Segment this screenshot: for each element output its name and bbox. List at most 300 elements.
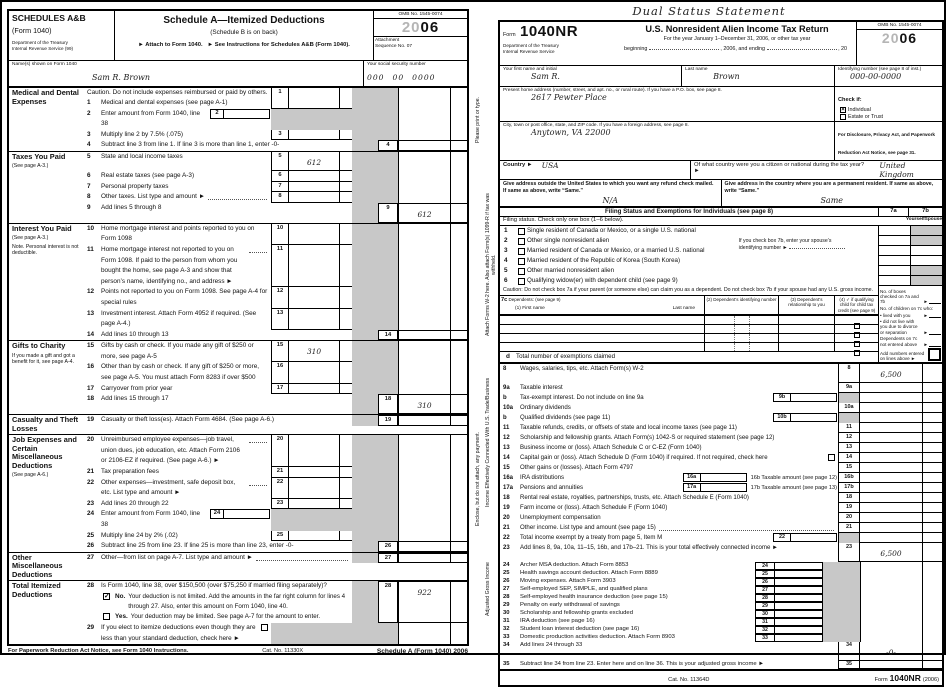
nr-line-main (503, 443, 837, 453)
sa-line-desc (85, 330, 352, 341)
sa-right-amount-area (398, 224, 450, 245)
sa-cents-field-9[interactable] (450, 203, 467, 223)
nr-amount-field-10a[interactable] (860, 403, 922, 413)
estate-trust-checkbox[interactable] (840, 114, 846, 120)
dependent-id-cell[interactable] (704, 316, 778, 324)
identifying-number-field[interactable] (834, 66, 942, 86)
sa-total-amount-field-14[interactable] (398, 330, 450, 341)
nr-fs-checkbox-5[interactable] (518, 268, 525, 275)
sa-line-text: Enter amount from Form 1040, line 38 (101, 510, 201, 529)
sa-line-main (87, 394, 351, 405)
sa-amount-field-17[interactable] (289, 384, 339, 395)
nr-amount-field-24[interactable] (775, 562, 823, 570)
nr-amount-field-19[interactable] (860, 503, 922, 513)
sa-cents-field-20[interactable] (339, 435, 352, 467)
sa-section-rows (85, 152, 467, 223)
entry-line[interactable] (929, 331, 941, 335)
sa-amount-field-11[interactable] (289, 245, 339, 287)
sa-section-label (9, 415, 85, 434)
sa-section (9, 434, 467, 552)
sa-line-text: If you elect to itemize deductions even though they are less than your standard deduction, check here ► (101, 623, 256, 642)
sa-line-number: 27 (87, 553, 95, 561)
nr-box-number-15: 15 (838, 463, 860, 473)
nr-inline-amount-field[interactable] (791, 533, 837, 542)
dependent-qualifying-cell (834, 325, 878, 333)
nr-cents-field-17b[interactable] (922, 483, 942, 493)
dependent-id-cell[interactable] (704, 343, 778, 351)
nr-cents-field-23[interactable] (922, 543, 942, 562)
nr-amount-field-35[interactable] (860, 661, 922, 669)
nr-cents-field-12[interactable] (922, 433, 942, 443)
nr-cents-field-16b[interactable] (922, 473, 942, 483)
country-label: Country ► (503, 162, 533, 168)
sa-total-amount-field-18[interactable] (398, 394, 450, 414)
nr-amount-field-17b[interactable] (860, 483, 922, 493)
sa-line-text: Unreimbursed employee expenses—job travel, union dues, job education, etc. Attach Form 2106 or 2106-EZ if required. (See page A-6.) ► (101, 436, 240, 465)
nr-cents-field-19[interactable] (922, 503, 942, 513)
sa-cents-field-27[interactable] (450, 553, 467, 564)
sa-box-number-13: 13 (271, 309, 289, 330)
sa-total-amount-field-28[interactable] (398, 581, 450, 623)
dependent-row-3 (500, 333, 878, 342)
nr-inline-amount-field[interactable] (701, 473, 747, 482)
sa-cents-field-26[interactable] (450, 541, 467, 552)
sa-section-rows (85, 88, 467, 151)
sa-line-2 (85, 109, 467, 130)
nr-cents-field-11[interactable] (922, 423, 942, 433)
sa-cents-field-4[interactable] (450, 140, 467, 151)
entry-line[interactable] (929, 314, 941, 318)
nr-line-desc (500, 586, 755, 594)
sa-cents-field-16[interactable] (339, 362, 352, 383)
nr-amount-field-25[interactable] (775, 570, 823, 578)
nr-amount-field-33[interactable] (775, 634, 823, 642)
sa-cents-field-12[interactable] (339, 287, 352, 308)
strip-row-5 (879, 266, 942, 276)
nr-amount-field-18[interactable] (860, 493, 922, 503)
nr-line-number: 16a (503, 475, 514, 482)
sa-right-cents-area (450, 362, 467, 383)
nr-amount-field-31[interactable] (775, 618, 823, 626)
nr-cents-field-15[interactable] (922, 463, 942, 473)
sa-section-label (9, 581, 85, 644)
estate-trust-option (838, 114, 939, 120)
sa-shaded-area (352, 581, 378, 623)
sa-section (9, 151, 467, 223)
dependent-relationship-cell[interactable] (778, 343, 834, 351)
sa-box-number-9: 9 (378, 203, 398, 223)
sa-total-amount-field-4[interactable] (398, 140, 450, 151)
nr-cents-field-9a[interactable] (922, 383, 942, 393)
sa-cents-field-13[interactable] (339, 309, 352, 330)
nr-line-desc (500, 463, 838, 473)
sa-line-number: 17 (87, 384, 95, 392)
nr-fs-checkbox-2[interactable] (518, 238, 525, 245)
home-address-label: Present home address (number, street, and apt. no., or rural route). If you have a P.O. box, see page 8. (503, 88, 722, 93)
sa-line-desc (85, 309, 271, 330)
nr-amount-field-26[interactable] (775, 578, 823, 586)
sa-elect-checkbox[interactable] (261, 624, 268, 631)
beginning-date-field[interactable] (649, 49, 719, 50)
nr-line-desc (500, 513, 838, 523)
dependent-id-cell[interactable] (704, 334, 778, 342)
sa-line-21 (85, 467, 467, 478)
name-row (9, 61, 467, 88)
sa-amount-field-21[interactable] (289, 467, 339, 478)
spouse-id-entry-field[interactable] (789, 248, 845, 249)
nr-line-main (503, 383, 837, 393)
nr-inline-box-number: 10b (773, 413, 791, 422)
yourself-cell-6[interactable] (879, 276, 910, 286)
yourself-cell-2[interactable] (879, 236, 910, 246)
sa-line-number: 28 (87, 582, 95, 590)
nr-line-15 (500, 463, 942, 473)
nr-line-text: Wages, salaries, tips, etc. Attach Form(s) W-2 (520, 365, 644, 373)
sa-cents-field-1[interactable] (339, 88, 352, 109)
nr-amount-field-27[interactable] (775, 586, 823, 594)
nr-fs-checkbox-1[interactable] (518, 228, 525, 235)
sa-cents-field-6[interactable] (339, 171, 352, 182)
nr-amount-field-16b[interactable] (860, 473, 922, 483)
nr-right-cents-area (922, 594, 942, 602)
schedule-a-form (7, 9, 469, 646)
sa-amount-field-15[interactable] (289, 341, 339, 362)
nr-box-number-27: 27 (755, 586, 775, 594)
sa-section-rows (85, 553, 467, 581)
nr-cents-field-10a[interactable] (922, 403, 942, 413)
sa-dotted-entry-line[interactable] (256, 553, 348, 561)
nr-amount-field-34[interactable] (860, 642, 922, 661)
nr-amount-field-30[interactable] (775, 610, 823, 618)
exemption-note-2 (880, 306, 941, 311)
ending-label: , 2006, and ending (720, 46, 766, 52)
nr-box-number-31: 31 (755, 618, 775, 626)
sa-cents-field-10[interactable] (339, 224, 352, 245)
nr-line-text: Self-employed SEP, SIMPLE, and qualified plans (520, 586, 648, 593)
dependent-relationship-cell[interactable] (778, 325, 834, 333)
nr-cents-field-34[interactable] (922, 642, 942, 661)
sa-option-checkbox-no[interactable]: ✓ (104, 592, 110, 600)
sa-amount-field-10[interactable] (289, 224, 339, 245)
nr-inline-amount-field[interactable] (791, 413, 837, 422)
nr-line-main (503, 570, 754, 578)
city-value: Anytown, VA 22000 (531, 128, 611, 137)
nr-cents-field-13[interactable] (922, 443, 942, 453)
nr-box-number-35: 35 (838, 661, 860, 669)
sa-line-18 (85, 394, 467, 414)
nr-box-number-20: 20 (838, 513, 860, 523)
nr-amount-field-20[interactable] (860, 513, 922, 523)
nr-inline-amount-field[interactable] (791, 393, 837, 402)
sa-shaded-area (352, 478, 398, 499)
nr-amount-value-23: 6,500 (880, 549, 902, 559)
nr-fs-checkbox-4[interactable] (518, 258, 525, 265)
nr-amount-field-13[interactable] (860, 443, 922, 453)
sa-box-number-7: 7 (271, 182, 289, 193)
nr-line-main (503, 493, 837, 503)
name-field[interactable] (9, 61, 363, 86)
nr-shaded-area (823, 634, 860, 642)
sa-cents-field-14[interactable] (450, 330, 467, 341)
sa-right-cents-area (450, 384, 467, 395)
nr-amount-field-11[interactable] (860, 423, 922, 433)
nr-form-title: U.S. Nonresident Alien Income Tax Return (645, 24, 829, 34)
nr-amount-field-14[interactable] (860, 453, 922, 463)
sa-section (9, 580, 467, 644)
nr-form-word: Form (874, 677, 888, 684)
sa-cents-field-5[interactable] (339, 152, 352, 171)
sa-right-amount-area (398, 467, 450, 478)
country-field[interactable] (500, 161, 690, 179)
total-exemptions-box[interactable] (928, 348, 941, 361)
sa-right-amount-area (398, 287, 450, 308)
sa-box-number-17: 17 (271, 384, 289, 395)
nr-line-text: Tax-exempt interest. Do not include on line 9a (520, 394, 644, 402)
sa-cents-field-3[interactable] (339, 130, 352, 141)
nr-box-number-13: 13 (838, 443, 860, 453)
form-number: 1040NR (520, 23, 579, 40)
sa-shaded-area (352, 192, 398, 203)
sa-line-number: 18 (87, 395, 95, 403)
sa-dotted-entry-line[interactable] (249, 435, 267, 443)
sa-line-number: 16 (87, 363, 95, 371)
last-name-value: Brown (713, 72, 740, 81)
nr-line-text: Qualified dividends (see page 11) (520, 414, 611, 422)
nr-line-desc (500, 594, 755, 602)
nr-amount-field-29[interactable] (775, 602, 823, 610)
margin-attach-w2: Attach Forms W-2 here. Also attach Form(s) 1099-R if tax was withheld. (485, 193, 497, 337)
nr-year-prefix: 20 (881, 30, 900, 46)
sa-option-checkbox-yes[interactable] (103, 613, 110, 620)
nr-amount-field-32[interactable] (775, 626, 823, 634)
nr-amount-field-15[interactable] (860, 463, 922, 473)
nr-line-text: Scholarship and fellowship grants. Attach Form(s) 1042-S or required statement (see page 12) (520, 434, 775, 442)
sa-shaded-area (271, 623, 398, 644)
adjusted-gross-income-section (500, 562, 942, 669)
sa-line-desc (85, 531, 271, 542)
nr-right-amount-area (860, 610, 922, 618)
spouse-cell-6 (910, 276, 942, 286)
nr-line-text: Other gains or (losses). Attach Form 4797 (520, 464, 634, 472)
nr-box-number-14: 14 (838, 453, 860, 463)
nr-amount-field-28[interactable] (775, 594, 823, 602)
sa-dotted-entry-line[interactable] (208, 192, 267, 200)
sa-inline-amount-box (210, 509, 270, 519)
sa-dotted-entry-line[interactable] (249, 478, 267, 486)
catalog-number: Cat. No. 11330X (262, 648, 304, 655)
nr-line-number: 20 (503, 515, 510, 522)
sa-cents-field-19[interactable] (450, 415, 467, 426)
sa-amount-field-13[interactable] (289, 309, 339, 330)
sa-cents-field-7[interactable] (339, 182, 352, 193)
sa-right-amount-area (398, 245, 450, 287)
yourself-cell-4[interactable] (879, 256, 910, 266)
nr-line-desc (500, 493, 838, 503)
sa-amount-field-23[interactable] (289, 499, 339, 510)
dependent-name-cell[interactable] (500, 343, 704, 351)
last-name-field[interactable] (681, 66, 834, 86)
individual-checkbox[interactable]: × (841, 107, 845, 113)
nr-line-main (503, 618, 754, 626)
sa-total-amount-field-19[interactable] (398, 415, 450, 426)
nr-line-34 (500, 642, 942, 661)
exemptions-right-strip (878, 226, 942, 362)
nr-amount-field-23[interactable] (860, 543, 922, 562)
nr-line-text: Scholarship and fellowship grants excluded (520, 610, 633, 617)
nr-cents-field-20[interactable] (922, 513, 942, 523)
nr-box-number-18: 18 (838, 493, 860, 503)
sa-amount-field-7[interactable] (289, 182, 339, 193)
sa-line-28 (85, 581, 467, 623)
ssn-field[interactable] (363, 61, 467, 86)
sa-amount-field-1[interactable] (289, 88, 339, 109)
nr-fs-checkbox-3[interactable] (518, 248, 525, 255)
yourself-cell-3[interactable] (879, 246, 910, 256)
citizenship-field[interactable] (690, 161, 942, 179)
sa-line-main (87, 98, 270, 109)
irs-line: Internal Revenue Service (12, 45, 64, 51)
nr-line-text: Domestic production activities deduction. Attach Form 8903 (520, 634, 675, 641)
nr-line-text: Pensions and annuities (520, 484, 584, 492)
nr-box-number-34: 34 (838, 642, 860, 661)
sa-line-desc (85, 541, 352, 552)
sa-line-8 (85, 192, 467, 203)
dependents-qualifying-header: (4) ✓ if qualifying child for child tax credit (see page 9) (834, 296, 878, 314)
sa-amount-field-5[interactable] (289, 152, 339, 171)
individual-option (838, 107, 939, 113)
sa-box-number-4: 4 (378, 140, 398, 151)
nr-cents-field-8[interactable] (922, 364, 942, 383)
sa-total-amount-field-27[interactable] (398, 553, 450, 564)
sa-right-cents-area (450, 171, 467, 182)
yourself-cell-1[interactable] (879, 226, 910, 236)
nr-line-number: 17a (503, 485, 514, 492)
sa-amount-field-8[interactable] (289, 192, 339, 203)
sa-amount-field-6[interactable] (289, 171, 339, 182)
form-id-block (9, 11, 115, 60)
sa-total-amount-field-9[interactable] (398, 203, 450, 223)
sa-line-12 (85, 287, 467, 308)
sa-box-number-12: 12 (271, 287, 289, 308)
omb-number: OMB No. 1545-0074 (374, 11, 467, 19)
nr-inline-amount-field[interactable] (701, 483, 747, 492)
dependent-qualifying-cell (834, 316, 878, 324)
sa-amount-field-12[interactable] (289, 287, 339, 308)
dependent-relationship-cell[interactable] (778, 334, 834, 342)
sa-line-text: Gifts by cash or check. If you made any gift of $250 or more, see page A-5 (101, 342, 254, 360)
permanent-address-field[interactable] (721, 180, 943, 206)
sa-line-main (87, 192, 270, 203)
yourself-cell-5[interactable] (879, 266, 910, 276)
nr-line-number: 30 (503, 610, 510, 617)
refund-address-field[interactable] (500, 180, 721, 206)
nr-line-desc (500, 578, 755, 586)
sa-option-label: Yes. (115, 613, 128, 621)
sa-inline-amount-field[interactable] (224, 109, 270, 119)
sa-amount-field-25[interactable] (289, 531, 339, 542)
attach-instructions (117, 42, 371, 48)
sa-section-label (9, 88, 85, 151)
sa-dotted-entry-line[interactable] (249, 245, 267, 253)
nr-cents-field-18[interactable] (922, 493, 942, 503)
sa-option-text: Your deduction may be limited. See page A-7 for the amount to enter. (130, 613, 321, 621)
exemption-note-6 (880, 348, 941, 361)
nr-fs-checkbox-6[interactable] (518, 278, 525, 285)
sa-line-text: Tax preparation fees (101, 468, 159, 476)
nr-cents-field-21[interactable] (922, 523, 942, 533)
nr-amount-field-21[interactable] (860, 523, 922, 533)
nr-amount-field-9a[interactable] (860, 383, 922, 393)
dependent-relationship-cell[interactable] (778, 316, 834, 324)
dependent-name-cell[interactable] (500, 325, 704, 333)
entry-line[interactable] (929, 300, 941, 304)
sa-cents-field-18[interactable] (450, 394, 467, 414)
sa-right-amount-area (398, 341, 450, 362)
sa-line-number: 3 (87, 130, 91, 138)
home-address-field[interactable] (500, 87, 834, 121)
nr-tax-year (857, 30, 942, 46)
dependents-name-subheaders (501, 304, 703, 312)
nr-amount-field-12[interactable] (860, 433, 922, 443)
dependent-id-cell[interactable] (704, 325, 778, 333)
sa-amount-field-16[interactable] (289, 362, 339, 383)
sa-cents-field-11[interactable] (339, 245, 352, 287)
sa-cents-field-25[interactable] (339, 531, 352, 542)
sa-right-amount-area (398, 192, 450, 203)
entry-line[interactable] (929, 343, 941, 347)
dependent-name-cell[interactable] (500, 316, 704, 324)
nr-line-text: Self-employed health insurance deduction (see page 15) (520, 594, 668, 601)
sa-line-13 (85, 309, 467, 330)
sa-cents-field-17[interactable] (339, 384, 352, 395)
nr-amount-field-8[interactable] (860, 364, 922, 383)
sa-cents-field-23[interactable] (339, 499, 352, 510)
sa-amount-field-22[interactable] (289, 478, 339, 499)
nr-line-checkbox-14[interactable] (828, 454, 835, 461)
nr-dotted-entry-line[interactable] (659, 523, 834, 531)
city-field[interactable] (500, 122, 834, 160)
sa-cents-field-15[interactable] (339, 341, 352, 362)
nr-line-14 (500, 453, 942, 463)
sa-caution-text: Caution. Do not include expenses reimbursed or paid by others. (87, 89, 268, 96)
sa-cents-field-21[interactable] (339, 467, 352, 478)
sa-amount-field-3[interactable] (289, 130, 339, 141)
spouse-cell-3[interactable] (910, 246, 942, 256)
sa-cents-field-8[interactable] (339, 192, 352, 203)
sa-shaded-area (352, 394, 378, 414)
sa-total-amount-field-26[interactable] (398, 541, 450, 552)
dependent-name-cell[interactable] (500, 334, 704, 342)
sa-cents-field-22[interactable] (339, 478, 352, 499)
id-separator (749, 343, 750, 351)
sa-section (9, 88, 467, 151)
first-name-field[interactable] (500, 66, 681, 86)
nr-line-text: Student loan interest deduction (see page 16) (520, 626, 640, 633)
sa-amount-field-20[interactable] (289, 435, 339, 467)
ending-date-field[interactable] (767, 49, 837, 50)
sa-shaded-area (352, 362, 398, 383)
nr-cents-field-14[interactable] (922, 453, 942, 463)
spouse-cell-4[interactable] (910, 256, 942, 266)
sa-right-amount-area (398, 182, 450, 193)
sa-cents-field-28[interactable] (450, 581, 467, 623)
sa-line-main (87, 309, 270, 330)
nr-line-main (503, 642, 837, 650)
nr-line-9a (500, 383, 942, 393)
nr-cents-field-35[interactable] (922, 661, 942, 669)
sa-inline-amount-field[interactable] (224, 509, 270, 519)
nr-line-number: 24 (503, 562, 510, 569)
